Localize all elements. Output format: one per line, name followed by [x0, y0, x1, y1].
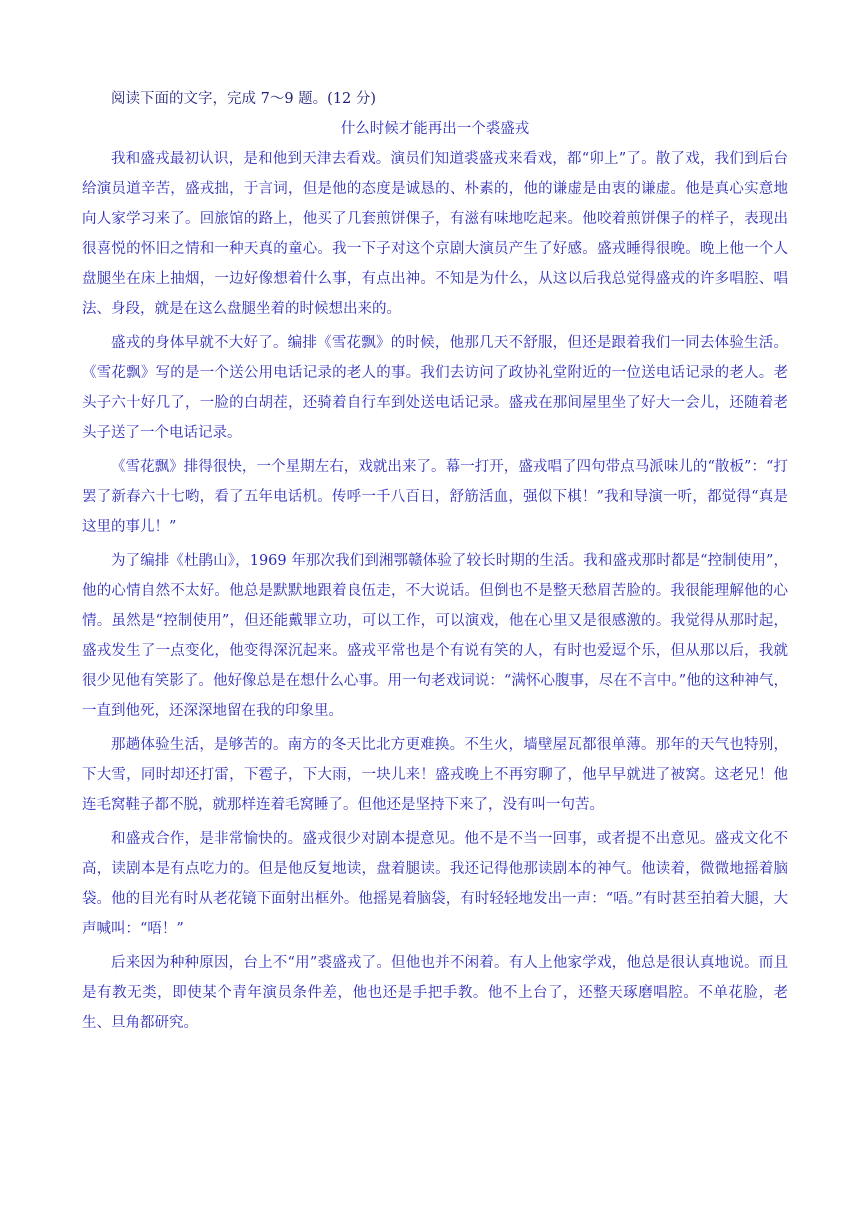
article-paragraph-5: 那趟体验生活，是够苦的。南方的冬天比北方更难换。不生火，墙壁屋瓦都很单薄。那年的天气也特别，下大雪，同时却还打雷，下雹子，下大雨，一块儿来！盛戎晚上不再穷聊了，他早早就进了被窝。这老兄！他连毛窝鞋子都不脱，就那样连着毛窝睡了。但他还是坚持下来了，没有叫一句苦。	[82, 737, 788, 813]
article-title: 什么时候才能再出一个裘盛戎	[340, 121, 530, 137]
article-paragraph-1: 我和盛戎最初认识，是和他到天津去看戏。演员们知道裘盛戎来看戏，都“卯上”了。散了戏，我们到后台给演员道辛苦，盛戎拙，于言词，但是他的态度是诚恳的、朴素的，他的谦虚是由衷的谦虚。他是真心实意地向人家学习来了。回旅馆的路上，他买了几套煎饼倮子，有滋有味地吃起来。他咬着煎饼倮子的样子，表现出很喜悦的怀旧之情和一种天真的童心。我一下子对这个京剧大演员产生了好感。盛戎睡得很晚。晚上他一个人盘腿坐在床上抽烟，一边好像想着什么事，有点出神。不知是为什么，从这以后我总觉得盛戎的许多唱腔、唱法、身段，就是在这么盘腿坐着的时候想出来的。	[82, 151, 788, 317]
article-paragraph-2: 盛戎的身体早就不大好了。编排《雪花飘》的时候，他那几天不舒服，但还是跟着我们一同去体验生活。《雪花飘》写的是一个送公用电话记录的老人的事。我们去访问了政协礼堂附近的一位送电话记录的老人。老头子六十好几了，一脸的白胡茬，还骑着自行车到处送电话记录。盛戎在那间屋里坐了好大一会儿，还随着老头子送了一个电话记录。	[82, 335, 788, 441]
question-instruction: 阅读下面的文字，完成 7～9 题。(12 分)	[111, 91, 377, 107]
article-paragraph-7: 后来因为种种原因，台上不“用”裘盛戎了。但他也并不闲着。有人上他家学戏，他总是很认真地说。而且是有教无类，即使某个青年演员条件差，他也还是手把手教。他不上台了，还整天琢磨唱腔。不单花脸，老生、旦角都研究。	[82, 955, 788, 1031]
document-page	[82, 84, 788, 1042]
article-paragraph-3: 《雪花飘》排得很快，一个星期左右，戏就出来了。幕一打开，盛戎唱了四句带点马派味儿的“散板”：“打罢了新春六十七哟，看了五年电话机。传呼一千八百日，舒筋活血，强似下棋！”我和导演一听，都觉得“真是这里的事儿！”	[82, 459, 788, 535]
article-paragraph-6: 和盛戎合作，是非常愉快的。盛戎很少对剧本提意见。他不是不当一回事，或者提不出意见。盛戎文化不高，读剧本是有点吃力的。但是他反复地读，盘着腿读。我还记得他那读剧本的神气。他读着，微微地摇着脑袋。他的目光有时从老花镜下面射出框外。他摇晃着脑袋，有时轻轻地发出一声：“唔。”有时甚至拍着大腿，大声喊叫：“唔！”	[82, 831, 788, 937]
article-paragraph-4: 为了编排《杜鹃山》，1969 年那次我们到湘鄂赣体验了较长时期的生活。我和盛戎那时都是“控制使用”，他的心情自然不太好。他总是默默地跟着良伍走，不大说话。但倒也不是整天愁眉苦脸的。我很能理解他的心情。虽然是“控制使用”，但还能戴罪立功，可以工作，可以演戏，他在心里又是很感激的。我觉得从那时起，盛戎发生了一点变化，他变得深沉起来。盛戎平常也是个有说有笑的人，有时也爱逗个乐，但从那以后，我就很少见他有笑影了。他好像总是在想什么心事。用一句老戏词说：“满怀心腹事，尽在不言中。”他的这种神气，一直到他死，还深深地留在我的印象里。	[82, 553, 788, 719]
